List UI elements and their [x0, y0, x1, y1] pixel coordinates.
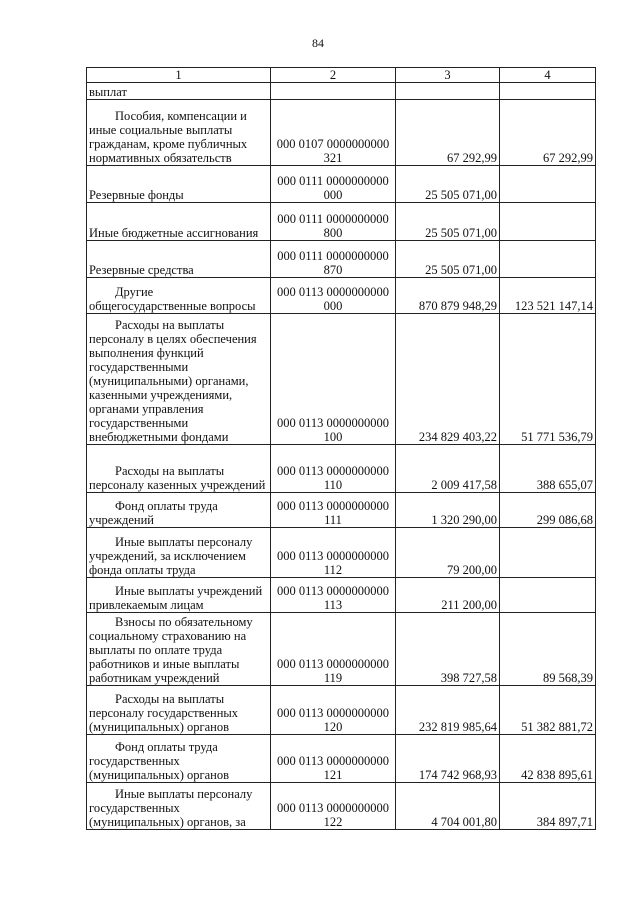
row-name: [87, 314, 271, 445]
row-value-col3: 232 819 985,64: [396, 686, 500, 735]
row-value-col3: 79 200,00: [396, 528, 500, 578]
row-value-col4: [500, 578, 596, 613]
row-value-col4: [500, 166, 596, 203]
row-name-text: Расходы на выплаты персоналу казенных учреждений: [89, 464, 266, 492]
page-number: 84: [312, 36, 324, 50]
column-header: 4: [500, 68, 596, 83]
row-value-col3: 174 742 968,93: [396, 735, 500, 783]
row-value-col4: [500, 203, 596, 241]
table-row: [87, 83, 596, 100]
row-name: [87, 203, 271, 241]
row-value-col4: 123 521 147,14: [500, 278, 596, 314]
row-value-col4: 51 771 536,79: [500, 314, 596, 445]
row-code: 000 0111 0000000000 000: [271, 166, 396, 203]
row-value-col4: [500, 83, 596, 100]
row-value-col3: [396, 83, 500, 100]
row-code: 000 0113 0000000000 121: [271, 735, 396, 783]
table-row: [87, 445, 596, 493]
row-name: [87, 783, 271, 830]
row-name-text: Фонд оплаты труда учреждений: [89, 499, 218, 527]
row-value-col3: 1 320 290,00: [396, 493, 500, 528]
row-name-text: Иные выплаты персоналу учреждений, за исключением фонда оплаты труда: [89, 535, 253, 577]
table-row: [87, 686, 596, 735]
row-value-col3: 25 505 071,00: [396, 203, 500, 241]
row-name: [87, 493, 271, 528]
row-value-col3: 2 009 417,58: [396, 445, 500, 493]
row-name-text: Резервные средства: [89, 263, 194, 277]
row-name: [87, 166, 271, 203]
row-name-text: Расходы на выплаты персоналу в целях обеспечения выполнения функций государственными (муниципальными) органами, казенными учреждениями, органами управления государственными внебюджетными фондами: [89, 318, 257, 444]
table-row: [87, 203, 596, 241]
row-code: 000 0113 0000000000 113: [271, 578, 396, 613]
row-code: 000 0113 0000000000 100: [271, 314, 396, 445]
row-value-col4: 42 838 895,61: [500, 735, 596, 783]
table-row: [87, 528, 596, 578]
row-name-text: выплат: [89, 85, 127, 99]
row-name: [87, 686, 271, 735]
table-row: [87, 100, 596, 166]
row-name-text: Пособия, компенсации и иные социальные выплаты гражданам, кроме публичных нормативных обязательств: [89, 109, 248, 165]
row-value-col4: 388 655,07: [500, 445, 596, 493]
row-value-col4: [500, 528, 596, 578]
row-value-col3: 211 200,00: [396, 578, 500, 613]
row-name-text: Расходы на выплаты персоналу государственных (муниципальных) органов: [89, 692, 239, 734]
row-name-text: Иные выплаты учреждений привлекаемым лицам: [89, 584, 263, 612]
row-code: 000 0113 0000000000 111: [271, 493, 396, 528]
row-name: [87, 445, 271, 493]
column-header: 3: [396, 68, 500, 83]
row-code: 000 0107 0000000000 321: [271, 100, 396, 166]
row-code: 000 0111 0000000000 870: [271, 241, 396, 278]
row-value-col3: 398 727,58: [396, 613, 500, 686]
row-code: 000 0111 0000000000 800: [271, 203, 396, 241]
row-code: 000 0113 0000000000 120: [271, 686, 396, 735]
row-name: [87, 278, 271, 314]
row-value-col3: 234 829 403,22: [396, 314, 500, 445]
row-value-col3: 25 505 071,00: [396, 166, 500, 203]
row-name-text: Резервные фонды: [89, 188, 184, 202]
row-code: 000 0113 0000000000 119: [271, 613, 396, 686]
row-name-text: Иные выплаты персоналу государственных (муниципальных) органов, за: [89, 787, 253, 829]
row-value-col3: 870 879 948,29: [396, 278, 500, 314]
row-code: 000 0113 0000000000 110: [271, 445, 396, 493]
row-value-col4: 89 568,39: [500, 613, 596, 686]
row-value-col4: 51 382 881,72: [500, 686, 596, 735]
row-name: [87, 83, 271, 100]
row-value-col3: 25 505 071,00: [396, 241, 500, 278]
row-name: [87, 100, 271, 166]
row-value-col4: 299 086,68: [500, 493, 596, 528]
row-name-text: Иные бюджетные ассигнования: [89, 226, 259, 240]
row-value-col4: [500, 241, 596, 278]
row-code: [271, 83, 396, 100]
row-name: [87, 241, 271, 278]
row-value-col3: 4 704 001,80: [396, 783, 500, 830]
table-row: [87, 783, 596, 830]
row-code: 000 0113 0000000000 122: [271, 783, 396, 830]
row-code: 000 0113 0000000000 000: [271, 278, 396, 314]
table-row: [87, 613, 596, 686]
table-row: [87, 278, 596, 314]
row-value-col4: 67 292,99: [500, 100, 596, 166]
table-row: [87, 241, 596, 278]
table-row: [87, 578, 596, 613]
table-row: [87, 735, 596, 783]
row-name-text: Фонд оплаты труда государственных (муниципальных) органов: [89, 740, 230, 782]
budget-table: [86, 67, 596, 830]
row-code: 000 0113 0000000000 112: [271, 528, 396, 578]
table-row: [87, 166, 596, 203]
row-name: [87, 735, 271, 783]
row-value-col3: 67 292,99: [396, 100, 500, 166]
table-row: [87, 314, 596, 445]
row-name-text: Взносы по обязательному социальному страхованию на выплаты по оплате труда работников и иные выплаты работникам учреждений: [89, 615, 253, 685]
row-name: [87, 613, 271, 686]
table-row: [87, 493, 596, 528]
row-value-col4: 384 897,71: [500, 783, 596, 830]
column-header: 1: [87, 68, 271, 83]
row-name: [87, 578, 271, 613]
row-name: [87, 528, 271, 578]
row-name-text: Другие общегосударственные вопросы: [89, 285, 256, 313]
column-header: 2: [271, 68, 396, 83]
header-row: [87, 68, 596, 83]
